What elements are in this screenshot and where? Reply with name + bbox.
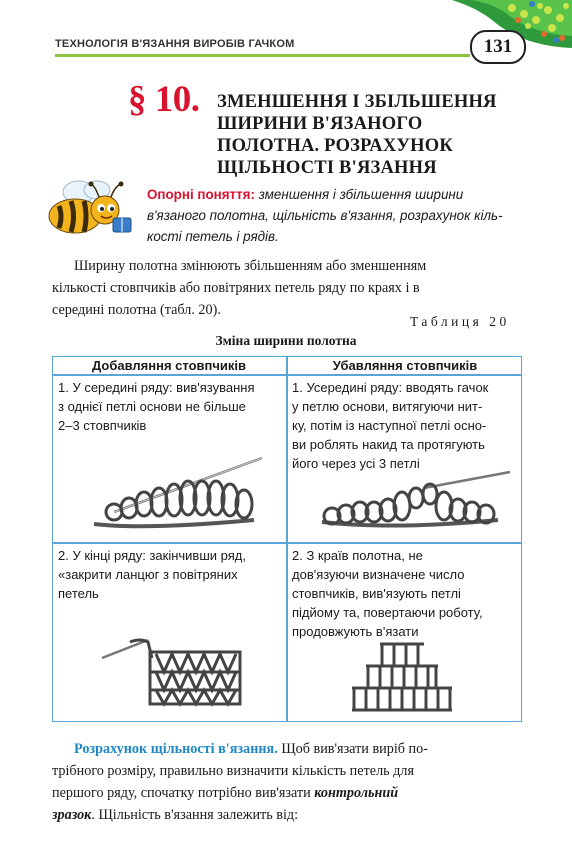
section-title-line: ШИРИНИ В'ЯЗАНОГО <box>217 114 423 134</box>
cell-line: 2. У кінці ряду: закінчивши ряд, <box>58 548 246 563</box>
key-concepts-line <box>147 184 522 205</box>
cell-line: його через усі 3 петлі <box>292 456 420 471</box>
cell-line: стовпчиків, вив'язують петлі <box>292 586 461 601</box>
bee-mascot-icon <box>35 178 135 240</box>
paragraph-line <box>52 738 527 760</box>
cell-line: з однієї петлі основи не більше <box>58 399 246 414</box>
cell-line: ку, потім із наступної петлі осно- <box>292 418 487 433</box>
table-title: Зміна ширини полотна <box>215 333 357 348</box>
table-divider <box>286 356 288 722</box>
crochet-increase-middle-illustration <box>84 452 274 537</box>
running-head <box>55 38 470 54</box>
crochet-end-chain-illustration <box>100 628 250 715</box>
paragraph-line: Ширину полотна змінюють збільшенням або зменшенням <box>74 258 427 274</box>
cell-line: 1. У середині ряду: вив'язування <box>58 380 255 395</box>
paragraph-line <box>52 804 527 826</box>
paragraph-text: . Щільність в'язання залежить від: <box>91 807 299 823</box>
density-paragraph <box>52 738 527 826</box>
table-header-remove: Убавляння стовпчиків <box>332 358 478 373</box>
section-title-line: ЗМЕНШЕННЯ І ЗБІЛЬШЕННЯ <box>217 92 497 112</box>
paragraph-line: трібного розміру, правильно визначити кількість петель для <box>52 763 414 779</box>
table-cell <box>58 546 246 603</box>
key-concepts-line: в'язаного полотна, щільність в'язання, розрахунок кіль- <box>147 208 503 223</box>
crochet-decrease-middle-illustration <box>314 468 514 543</box>
table-cell <box>292 378 488 473</box>
paragraph-line <box>52 782 527 804</box>
key-concepts-line: кості петель і рядів. <box>147 229 279 244</box>
paragraph-line: середині полотна (табл. 20). <box>52 302 221 318</box>
table-header-add: Добавляння стовпчиків <box>91 358 247 373</box>
table-cell <box>58 378 255 435</box>
cell-line: ви роблять накид та протягують <box>292 437 485 452</box>
emphasis-text: контрольний <box>314 785 399 801</box>
crochet-edge-decrease-illustration <box>342 632 462 719</box>
cell-line: продовжують в'язати <box>292 624 419 639</box>
width-change-table <box>52 356 522 722</box>
cell-line: петель <box>58 586 99 601</box>
paragraph-text: першого ряду, спочатку потрібно вив'язати <box>52 785 315 801</box>
intro-paragraph <box>52 255 527 321</box>
cell-line: «закрити ланцюг з повітряних <box>58 567 238 582</box>
density-heading: Розрахунок щільності в'язання. <box>74 741 278 757</box>
key-concepts-label: Опорні поняття: <box>147 187 255 202</box>
key-concepts <box>147 184 522 247</box>
running-head-rule <box>55 54 470 57</box>
table-caption: Таблиця 20 <box>410 314 510 329</box>
cell-line: 1. Усередині ряду: вводять гачок <box>292 380 489 395</box>
table-cell <box>292 546 483 641</box>
section-number: § 10. <box>128 79 200 120</box>
section-title <box>217 91 517 179</box>
emphasis-text: зразок <box>52 807 92 823</box>
page-number: 131 <box>470 30 526 64</box>
cell-line: 2–3 стовпчиків <box>58 418 147 433</box>
paragraph-line: кількості стовпчиків або повітряних петель ряду по краях і в <box>52 280 420 296</box>
cell-line: у петлю основи, витягуючи нит- <box>292 399 483 414</box>
paragraph-text: Щоб вив'язати виріб по- <box>277 741 428 757</box>
key-concepts-text: зменшення і збільшення ширини <box>254 187 464 202</box>
cell-line: підйому та, повертаючи роботу, <box>292 605 483 620</box>
cell-line: 2. З країв полотна, не <box>292 548 423 563</box>
cell-line: дов'язуючи визначене число <box>292 567 465 582</box>
section-title-line: ЩІЛЬНОСТІ В'ЯЗАННЯ <box>217 158 437 178</box>
section-title-line: ПОЛОТНА. РОЗРАХУНОК <box>217 136 453 156</box>
running-head-title: ТЕХНОЛОГІЯ В'ЯЗАННЯ ВИРОБІВ ГАЧКОМ <box>55 38 295 50</box>
